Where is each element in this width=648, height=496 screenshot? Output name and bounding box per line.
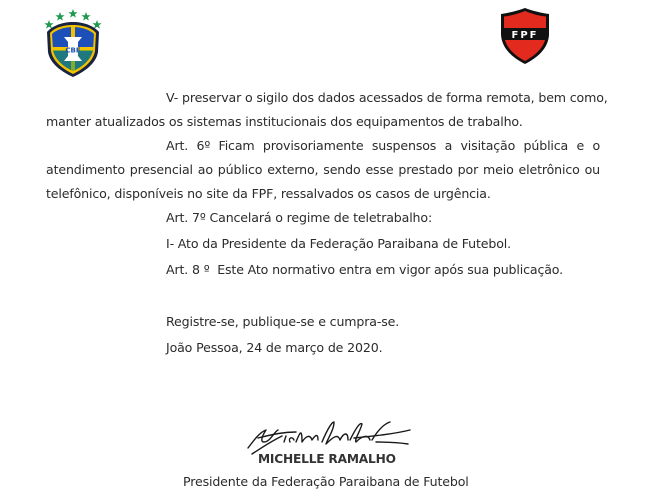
item-v-line-2: manter atualizados os sistemas institucionais dos equipamentos de trabalho. bbox=[46, 114, 523, 129]
closing-text: Registre-se, publique-se e cumpra-se. bbox=[166, 314, 400, 329]
art-6-line-2: atendimento presencial ao público externo, sendo esse prestado por meio eletrônico ou bbox=[46, 162, 600, 177]
item-v-line-1: V- preservar o sigilo dos dados acessados de forma remota, bem como, bbox=[166, 90, 608, 105]
signatory-name: MICHELLE RAMALHO bbox=[258, 452, 396, 466]
signatory-title: Presidente da Federação Paraibana de Futebol bbox=[183, 474, 469, 489]
cbf-crest-icon bbox=[40, 6, 106, 78]
art-8-line: Art. 8 º Este Ato normativo entra em vigor após sua publicação. bbox=[166, 262, 563, 277]
art-7-line: Art. 7º Cancelará o regime de teletrabalho: bbox=[166, 210, 433, 225]
svg-text:FPF: FPF bbox=[511, 30, 539, 41]
svg-text:CBF: CBF bbox=[65, 46, 81, 55]
art-6-line-1: Art. 6º Ficam provisoriamente suspensos a visitação pública e o bbox=[166, 138, 600, 153]
fpf-crest-icon bbox=[499, 7, 551, 65]
art-6-line-3: telefônico, disponíveis no site da FPF, ressalvados os casos de urgência. bbox=[46, 186, 491, 201]
art-7-item-i-line: I- Ato da Presidente da Federação Paraibana de Futebol. bbox=[166, 236, 511, 251]
signature-icon bbox=[244, 418, 414, 456]
place-date-text: João Pessoa, 24 de março de 2020. bbox=[166, 340, 383, 355]
